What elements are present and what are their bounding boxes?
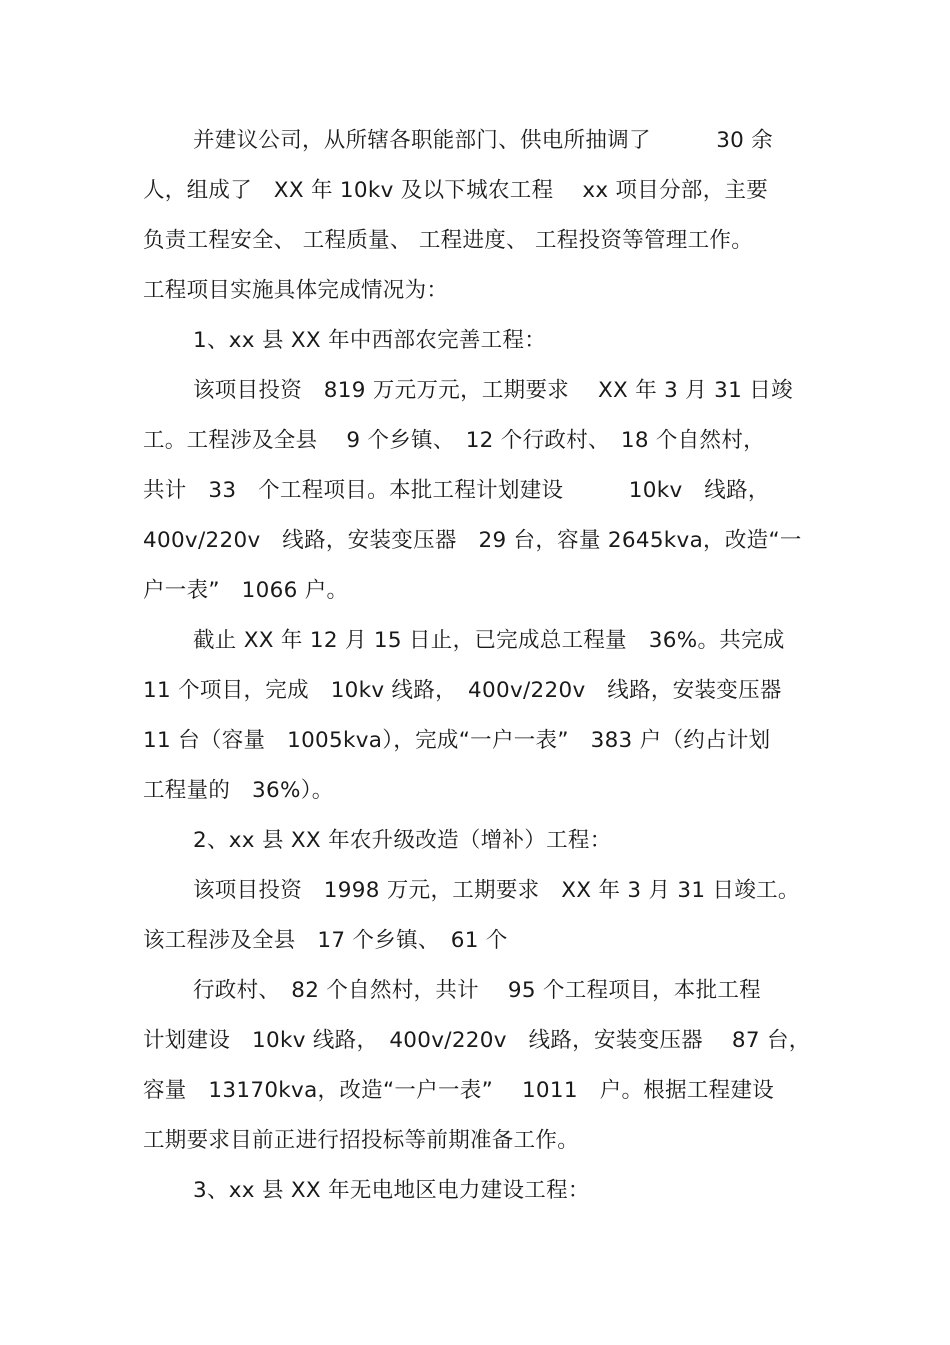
text-line: 400v/220v 线路，安装变压器 29 台，容量 2645kva，改造“一 — [143, 528, 802, 553]
section-heading: 1、xx 县 XX 年中西部农完善工程： — [193, 328, 547, 353]
text-line: 该工程涉及全县 17 个乡镇、 61 个 — [143, 928, 508, 953]
text-line: 该项目投资 819 万元万元，工期要求 XX 年 3 月 31 日竣 — [193, 378, 793, 403]
text-line: 截止 XX 年 12 月 15 日止，已完成总工程量 36%。共完成 — [193, 628, 785, 653]
text-line: 并建议公司，从所辖各职能部门、供电所抽调了 30 余 — [193, 128, 774, 153]
text-line: 该项目投资 1998 万元，工期要求 XX 年 3 月 31 日竣工。 — [193, 878, 800, 903]
text-line: 11 台（容量 1005kva），完成“一户一表” 383 户（约占计划 — [143, 728, 771, 753]
text-line: 工程项目实施具体完成情况为： — [143, 278, 449, 303]
text-line: 负责工程安全、 工程质量、 工程进度、 工程投资等管理工作。 — [143, 228, 754, 253]
text-line: 工。工程涉及全县 9 个乡镇、 12 个行政村、 18 个自然村， — [143, 428, 765, 453]
text-line: 行政村、 82 个自然村，共计 95 个工程项目，本批工程 — [193, 978, 761, 1003]
section-heading: 2、xx 县 XX 年农升级改造（增补）工程： — [193, 828, 612, 853]
text-line: 容量 13170kva，改造“一户一表” 1011 户。根据工程建设 — [143, 1078, 775, 1103]
text-line: 计划建设 10kv 线路， 400v/220v 线路，安装变压器 87 台， — [143, 1028, 811, 1053]
text-line: 工期要求目前正进行招投标等前期准备工作。 — [143, 1128, 580, 1153]
section-heading: 3、xx 县 XX 年无电地区电力建设工程： — [193, 1178, 590, 1203]
text-line: 工程量的 36%）。 — [143, 778, 334, 803]
text-line: 户一表” 1066 户。 — [143, 578, 349, 603]
text-line: 共计 33 个工程项目。本批工程计划建设 10kv 线路， — [143, 478, 770, 503]
text-line: 人，组成了 XX 年 10kv 及以下城农工程 xx 项目分部，主要 — [143, 178, 769, 203]
text-line: 11 个项目，完成 10kv 线路， 400v/220v 线路，安装变压器 — [143, 678, 782, 703]
